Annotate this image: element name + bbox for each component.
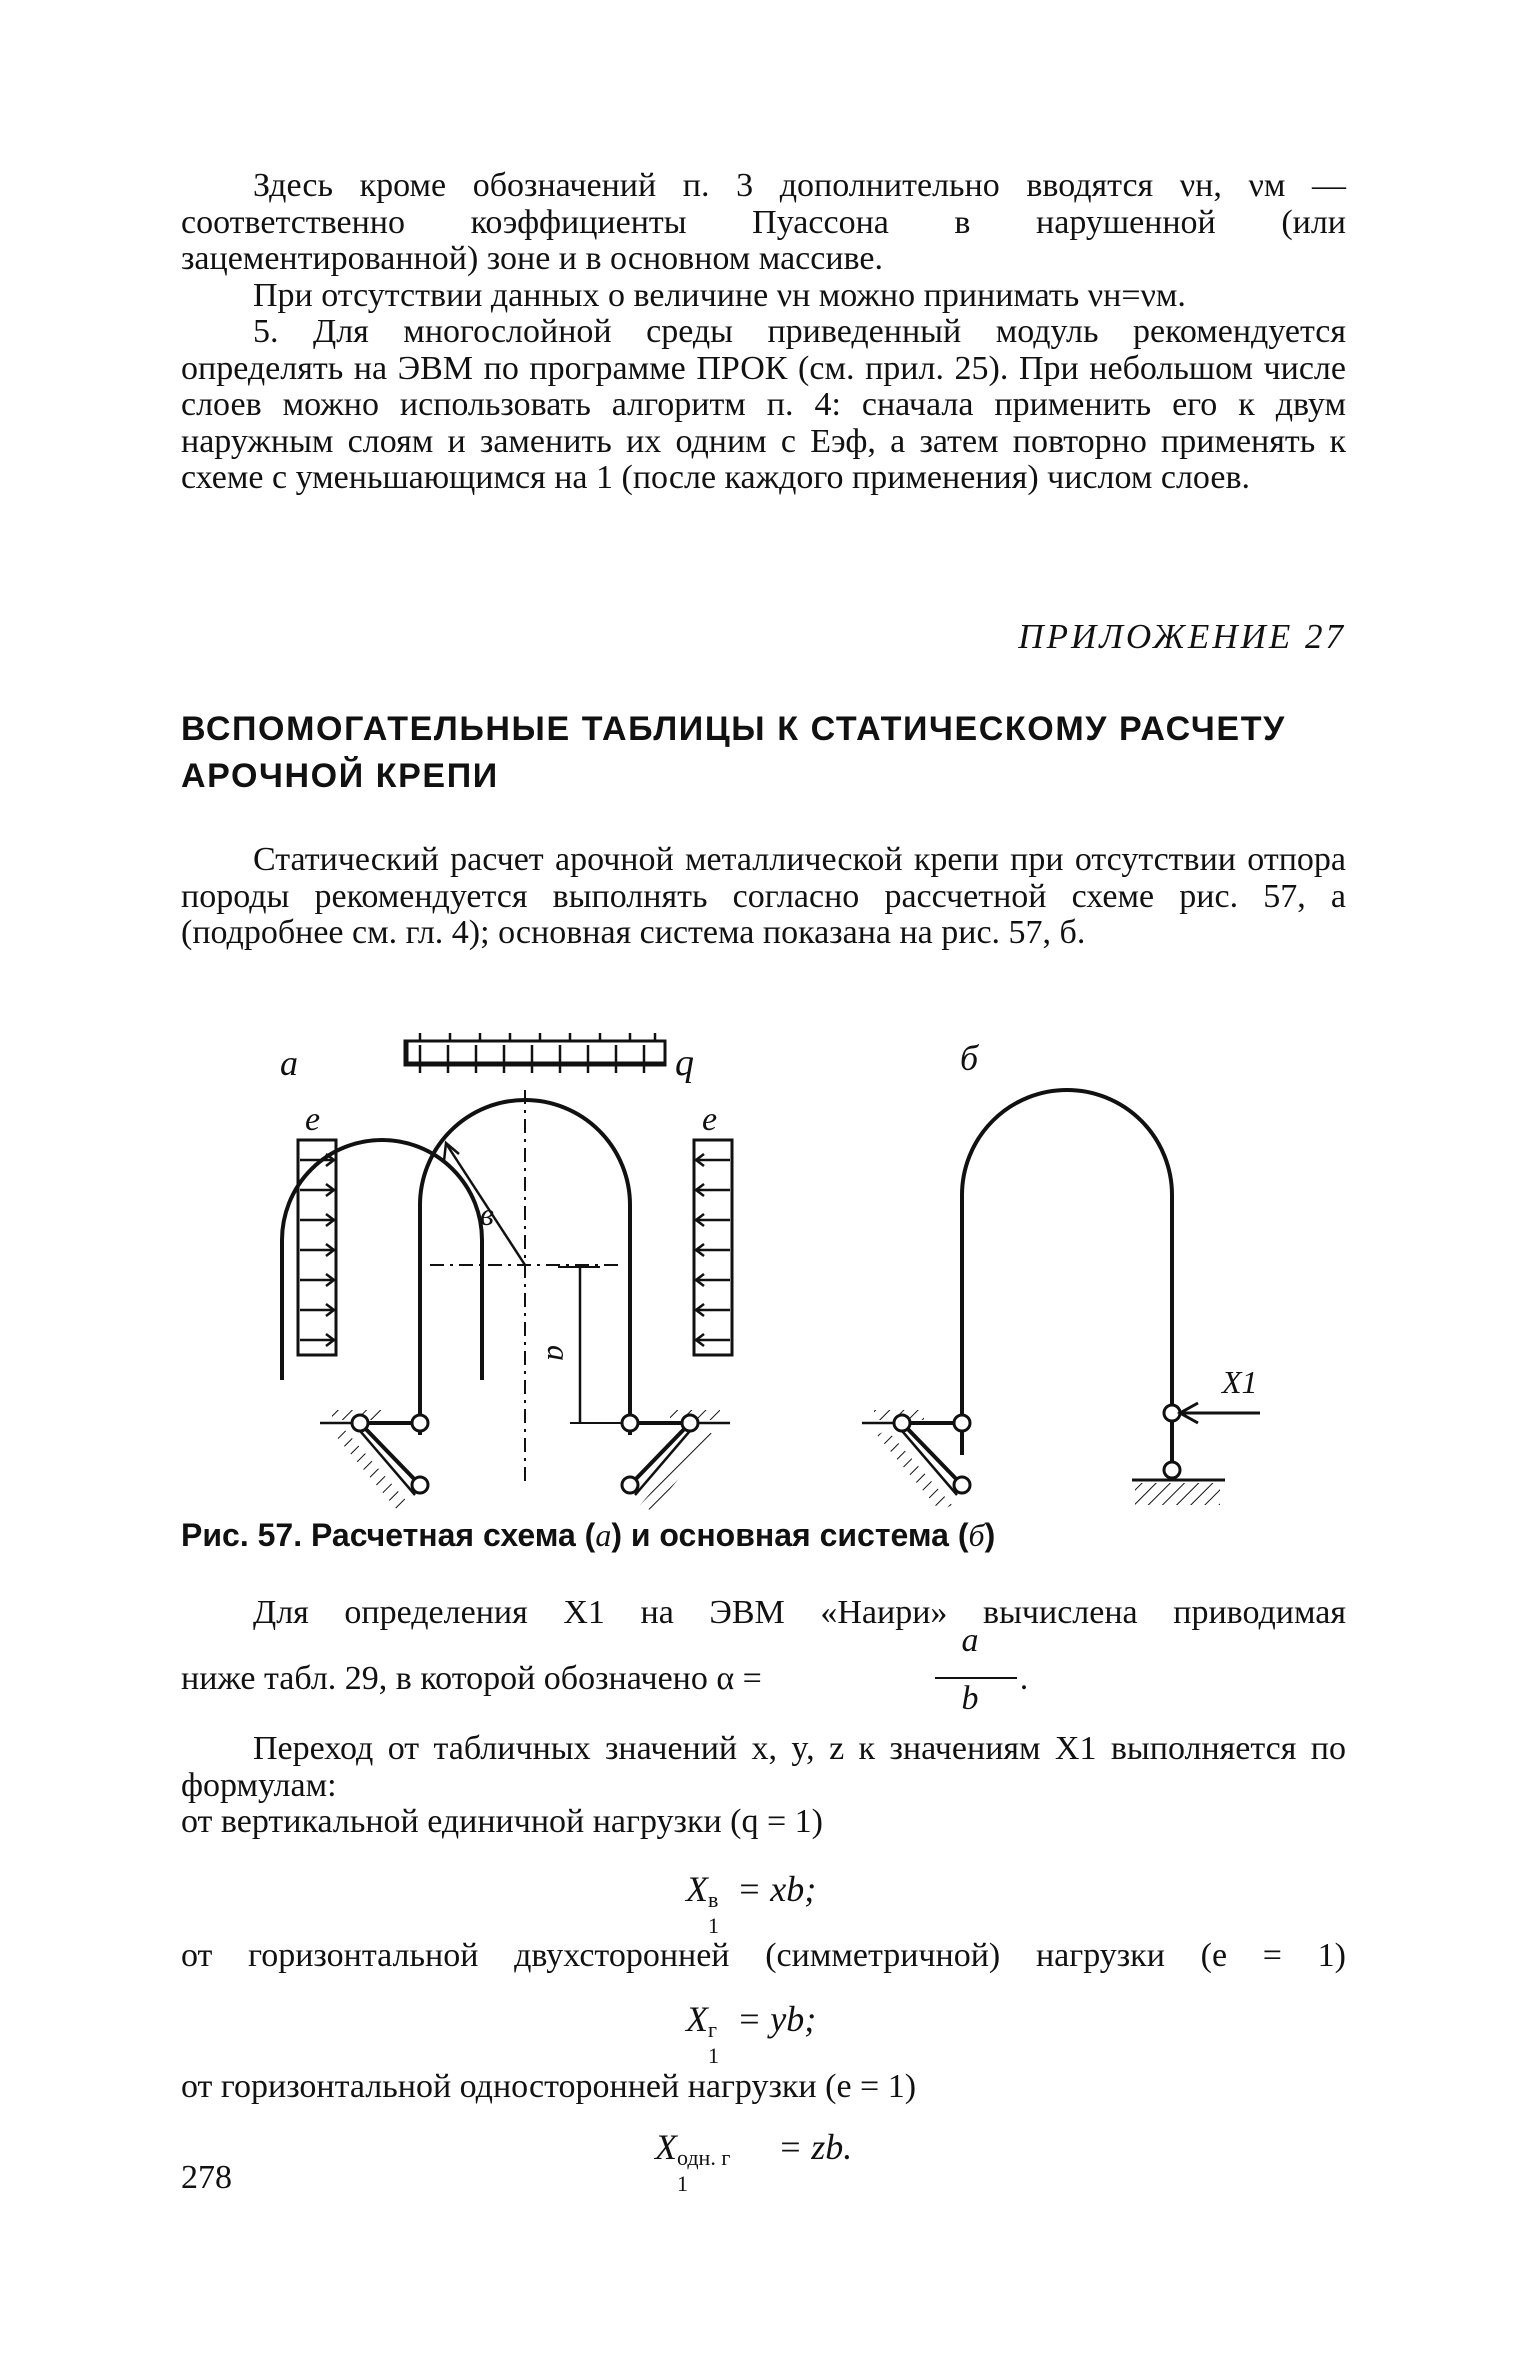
formula-3-lhs: X — [655, 2127, 677, 2167]
formula-2-sup: г — [708, 2017, 718, 2042]
label-height: а — [541, 1345, 577, 1361]
paragraph-static-calculation: Статический расчет арочной металлической крепи при отсутствии отпора породы рекомендуется выполнять согласно рассчетной схеме рис. 57, а (подробнее см. гл. 4); основная система показана на рис. 57, б. — [181, 841, 1346, 951]
label-load-e-left: e — [305, 1101, 321, 1138]
caption-prefix: Рис. 57. Расчетная схема ( — [181, 1517, 596, 1553]
section-title: ВСПОМОГАТЕЛЬНЫЕ ТАБЛИЦЫ К СТАТИЧЕСКОМУ РАСЧЕТУ АРОЧНОЙ КРЕПИ — [181, 710, 1286, 795]
formula-symmetric — [686, 1998, 817, 2068]
formula-2-lhs: X — [686, 1999, 708, 2039]
load-e-right-arrows — [696, 1154, 730, 1346]
fraction-numerator: a — [961, 1622, 979, 1659]
caption-a: а — [595, 1517, 612, 1553]
page-number: 278 — [181, 2159, 232, 2196]
label-scheme-b: б — [960, 1038, 979, 1078]
appendix-label: ПРИЛОЖЕНИЕ 27 — [1018, 617, 1346, 656]
label-load-e-right: e — [702, 1101, 718, 1138]
body-line-2-text: ниже табл. 29, в которой обозначено α = — [181, 1660, 762, 1697]
caption-suffix: ) — [984, 1517, 996, 1553]
scheme-b — [862, 1090, 1260, 1511]
caption-b: б — [968, 1517, 985, 1553]
scheme-a — [280, 1033, 665, 1380]
fraction-period: . — [1019, 1660, 1029, 1697]
line-vertical-load: от вертикальной единичной нагрузки (q = 1) — [181, 1803, 823, 1840]
line-one-sided-load: от горизонтальной односторонней нагрузки (e = 1) — [181, 2068, 917, 2105]
arch-scheme-b — [962, 1090, 1172, 1470]
caption-middle: ) и основная система ( — [611, 1517, 969, 1553]
label-force-x1: X1 — [1222, 1364, 1258, 1400]
paragraph-transition: Переход от табличных значений x, y, z к значениям X1 выполняется по формулам: — [181, 1730, 1346, 1804]
load-e-left-arrows — [300, 1154, 334, 1346]
paragraph-equal-poisson: При отсутствии данных о величине νн можно принимать νн=νм. — [253, 276, 1186, 314]
formula-3-sup: одн. г — [677, 2145, 731, 2170]
figure-caption — [181, 1517, 995, 1554]
formula-1-rhs: = xb; — [737, 1869, 817, 1909]
formula-2-rhs: = yb; — [737, 1999, 817, 2039]
formula-vertical — [686, 1868, 817, 1938]
formula-3-rhs: = zb. — [778, 2127, 853, 2167]
paragraph-poisson: Здесь кроме обозначений п. 3 дополнительно вводятся νн, νм — соответственно коэффициенты Пуассона в нарушенной (или зацементированной) зоне и в основном массиве. — [181, 167, 1346, 277]
body-line-2 — [181, 1660, 1346, 1698]
line-symmetric-load: от горизонтальной двухсторонней (симметричной) нагрузки (e = 1) — [181, 1937, 1346, 1974]
formula-1-sup: в — [708, 1887, 719, 1912]
formula-3-sub: 1 — [677, 2171, 688, 2196]
fraction-denominator: b — [961, 1680, 979, 1717]
load-q-rect — [407, 1041, 665, 1063]
label-load-q: q — [675, 1042, 694, 1084]
label-scheme-a: а — [280, 1043, 298, 1083]
transition-paragraph — [181, 1731, 1346, 1841]
fraction-bar — [935, 1677, 1017, 1679]
intro-text-block — [181, 842, 1346, 952]
top-text-block — [181, 168, 1346, 497]
arch-a — [282, 1140, 482, 1380]
body-line-1: Для определения X1 на ЭВМ «Наири» вычислена приводимая — [253, 1594, 1346, 1631]
label-radius: в — [480, 1196, 494, 1232]
formula-one-sided — [655, 2126, 853, 2196]
paragraph-multilayer: 5. Для многослойной среды приведенный модуль рекомендуется определять на ЭВМ по программе ПРОК (см. прил. 25). При небольшом числе слоев можно использовать алгоритм п. 4: сначала применить его к двум наружным слоям и заменить их одним с Eэф, а затем повторно применять к схеме с уменьшающимся на 1 (после каждого применения) числом слоев. — [181, 313, 1346, 496]
hinge-right-b — [1164, 1462, 1180, 1478]
formula-1-sub: 1 — [708, 1913, 719, 1938]
ground-hatch-b — [1135, 1483, 1220, 1505]
formula-1-lhs: X — [686, 1869, 708, 1909]
formula-2-sub: 1 — [708, 2043, 719, 2068]
figure-57 — [280, 1015, 1290, 1515]
